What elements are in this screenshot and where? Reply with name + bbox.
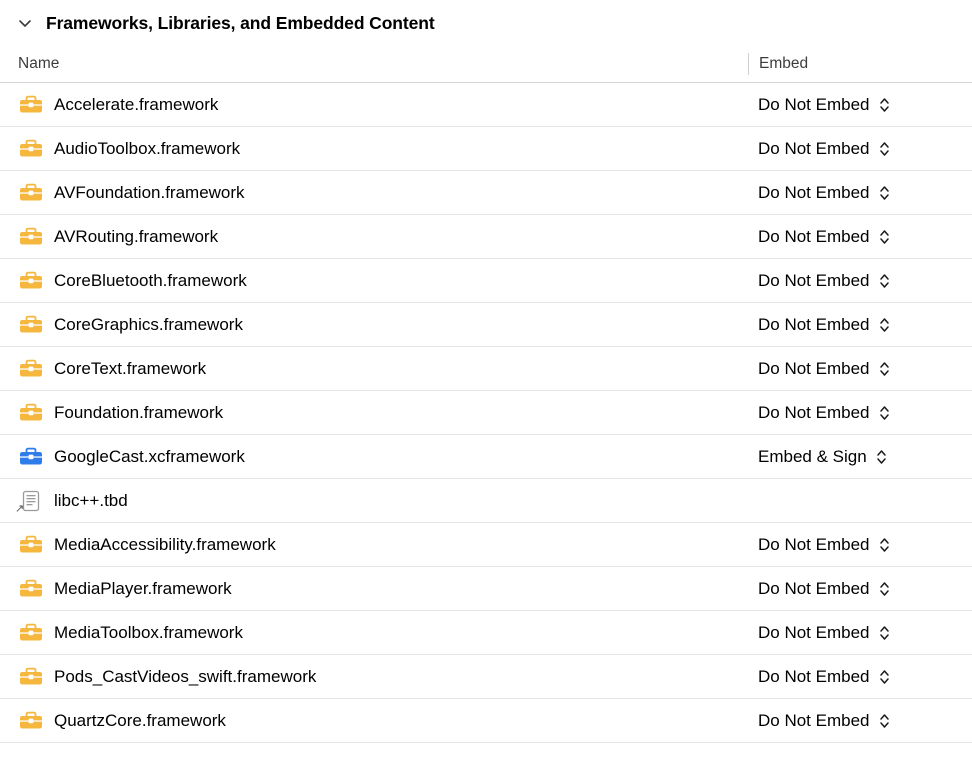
- table-row[interactable]: [0, 83, 972, 127]
- table-row[interactable]: [0, 435, 972, 479]
- chevron-up-down-icon[interactable]: [878, 667, 892, 687]
- framework-icon: [18, 182, 44, 204]
- embed-value-label: Do Not Embed: [758, 578, 870, 598]
- cell-name[interactable]: [0, 226, 748, 248]
- chevron-down-icon[interactable]: [14, 12, 36, 34]
- table-row[interactable]: [0, 259, 972, 303]
- file-name-label: AVFoundation.framework: [54, 182, 245, 202]
- section-header[interactable]: [0, 0, 972, 46]
- table-row[interactable]: [0, 215, 972, 259]
- chevron-up-down-icon[interactable]: [878, 183, 892, 203]
- table-row[interactable]: [0, 567, 972, 611]
- embed-value-label: Do Not Embed: [758, 534, 870, 554]
- chevron-up-down-icon[interactable]: [878, 535, 892, 555]
- embed-popup-button[interactable]: [758, 95, 892, 115]
- table-row[interactable]: [0, 655, 972, 699]
- table-row[interactable]: [0, 303, 972, 347]
- column-header-name[interactable]: Name: [18, 55, 60, 72]
- cell-name[interactable]: [0, 446, 748, 468]
- embed-value-label: Do Not Embed: [758, 226, 870, 246]
- column-header-embed[interactable]: Embed: [748, 53, 972, 75]
- framework-icon: [18, 226, 44, 248]
- table-row[interactable]: [0, 699, 972, 743]
- framework-icon: [18, 138, 44, 160]
- cell-embed[interactable]: [748, 347, 972, 390]
- file-name-label: Accelerate.framework: [54, 94, 219, 114]
- table-row[interactable]: [0, 391, 972, 435]
- file-name-label: QuartzCore.framework: [54, 710, 226, 730]
- embed-popup-button[interactable]: [758, 227, 892, 247]
- cell-name[interactable]: [0, 490, 748, 512]
- file-name-label: Foundation.framework: [54, 402, 224, 422]
- chevron-up-down-icon[interactable]: [878, 623, 892, 643]
- file-name-label: CoreGraphics.framework: [54, 314, 243, 334]
- framework-icon: [18, 534, 44, 556]
- file-name-label: MediaPlayer.framework: [54, 578, 232, 598]
- cell-embed[interactable]: [748, 303, 972, 346]
- embed-value-label: Do Not Embed: [758, 94, 870, 114]
- embed-value-label: Do Not Embed: [758, 622, 870, 642]
- embed-popup-button[interactable]: [758, 711, 892, 731]
- cell-embed: [748, 479, 972, 522]
- tbd-document-icon: ↗: [18, 490, 44, 512]
- file-name-label: MediaToolbox.framework: [54, 622, 243, 642]
- framework-icon: [18, 666, 44, 688]
- file-name-label: Pods_CastVideos_swift.framework: [54, 666, 317, 686]
- frameworks-table: [0, 46, 972, 743]
- cell-embed[interactable]: [748, 699, 972, 742]
- chevron-up-down-icon[interactable]: [878, 711, 892, 731]
- chevron-up-down-icon[interactable]: [878, 95, 892, 115]
- cell-embed[interactable]: [748, 611, 972, 654]
- cell-embed[interactable]: [748, 259, 972, 302]
- file-name-label: CoreBluetooth.framework: [54, 270, 247, 290]
- cell-embed[interactable]: [748, 567, 972, 610]
- cell-embed[interactable]: [748, 215, 972, 258]
- embed-popup-button[interactable]: [758, 623, 892, 643]
- table-row[interactable]: [0, 347, 972, 391]
- embed-popup-button[interactable]: [758, 579, 892, 599]
- chevron-up-down-icon[interactable]: [878, 139, 892, 159]
- embed-value-label: Do Not Embed: [758, 182, 870, 202]
- cell-name[interactable]: [0, 710, 748, 732]
- chevron-up-down-icon[interactable]: [875, 447, 889, 467]
- file-name-label: GoogleCast.xcframework: [54, 446, 245, 466]
- embed-popup-button[interactable]: [758, 139, 892, 159]
- cell-name[interactable]: [0, 622, 748, 644]
- table-row[interactable]: [0, 171, 972, 215]
- cell-embed[interactable]: [748, 655, 972, 698]
- embed-value-label: Do Not Embed: [758, 402, 870, 422]
- embed-value-label: Do Not Embed: [758, 358, 870, 378]
- embed-popup-button[interactable]: [758, 447, 889, 467]
- cell-embed[interactable]: [748, 83, 972, 126]
- cell-name[interactable]: [0, 314, 748, 336]
- file-name-label: AudioToolbox.framework: [54, 138, 241, 158]
- embed-value-label: Do Not Embed: [758, 314, 870, 334]
- file-name-label: libc++.tbd: [54, 490, 128, 510]
- embed-popup-button[interactable]: [758, 535, 892, 555]
- framework-icon: [18, 710, 44, 732]
- framework-icon: [18, 578, 44, 600]
- embed-value-label: Do Not Embed: [758, 270, 870, 290]
- framework-icon: [18, 622, 44, 644]
- file-name-label: AVRouting.framework: [54, 226, 219, 246]
- file-name-label: CoreText.framework: [54, 358, 207, 378]
- cell-name[interactable]: [0, 578, 748, 600]
- xcframework-icon: [18, 446, 44, 468]
- cell-embed[interactable]: [748, 435, 972, 478]
- embed-value-label: Do Not Embed: [758, 710, 870, 730]
- table-row[interactable]: [0, 611, 972, 655]
- page-title: Frameworks, Libraries, and Embedded Content: [46, 12, 435, 33]
- chevron-up-down-icon[interactable]: [878, 579, 892, 599]
- cell-embed[interactable]: [748, 391, 972, 434]
- table-row[interactable]: [0, 523, 972, 567]
- embed-popup-button[interactable]: [758, 667, 892, 687]
- embed-popup-button[interactable]: [758, 359, 892, 379]
- chevron-up-down-icon[interactable]: [878, 359, 892, 379]
- framework-icon: [18, 314, 44, 336]
- embed-popup-button[interactable]: [758, 403, 892, 423]
- framework-icon: [18, 94, 44, 116]
- table-header-row: [0, 46, 972, 83]
- chevron-up-down-icon[interactable]: [878, 403, 892, 423]
- file-name-label: MediaAccessibility.framework: [54, 534, 276, 554]
- cell-embed[interactable]: [748, 127, 972, 170]
- table-row[interactable]: [0, 479, 972, 523]
- chevron-up-down-icon[interactable]: [878, 271, 892, 291]
- framework-icon: [18, 358, 44, 380]
- cell-name[interactable]: [0, 270, 748, 292]
- cell-embed[interactable]: [748, 523, 972, 566]
- chevron-up-down-icon[interactable]: [878, 227, 892, 247]
- table-row[interactable]: [0, 127, 972, 171]
- cell-name[interactable]: [0, 666, 748, 688]
- cell-name[interactable]: [0, 138, 748, 160]
- embed-value-label: Do Not Embed: [758, 666, 870, 686]
- framework-icon: [18, 270, 44, 292]
- embed-popup-button[interactable]: [758, 271, 892, 291]
- chevron-up-down-icon[interactable]: [878, 315, 892, 335]
- framework-icon: [18, 402, 44, 424]
- cell-name[interactable]: [0, 94, 748, 116]
- cell-name[interactable]: [0, 182, 748, 204]
- cell-name[interactable]: [0, 402, 748, 424]
- cell-embed[interactable]: [748, 171, 972, 214]
- cell-name[interactable]: [0, 534, 748, 556]
- embed-popup-button[interactable]: [758, 315, 892, 335]
- embed-popup-button[interactable]: [758, 183, 892, 203]
- cell-name[interactable]: [0, 358, 748, 380]
- embed-value-label: Do Not Embed: [758, 138, 870, 158]
- table-body: [0, 83, 972, 743]
- embed-value-label: Embed & Sign: [758, 446, 867, 466]
